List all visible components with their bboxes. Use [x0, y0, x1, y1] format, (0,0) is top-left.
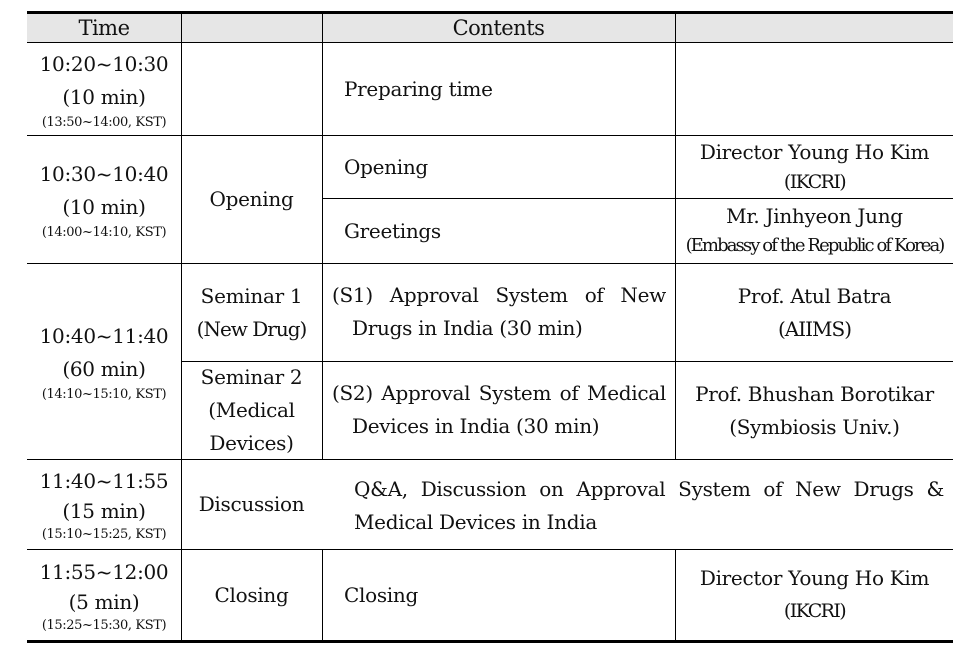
speaker-name: Director Young Ho Kim — [699, 140, 930, 164]
session-cell-closing — [181, 550, 322, 640]
duration: (15 min) — [62, 499, 146, 523]
kst-time: (13:50~14:00, KST) — [41, 114, 167, 130]
column-rule — [322, 549, 323, 642]
speaker-name: Prof. Atul Batra — [737, 283, 892, 308]
speaker-affiliation: (IKCRI) — [783, 171, 846, 193]
content-cell-greetings — [344, 199, 664, 263]
duration: (5 min) — [68, 589, 140, 614]
content-cell-closing — [344, 550, 664, 640]
session-cell-seminar-2 — [181, 362, 322, 459]
content-text: Closing — [344, 582, 418, 607]
session-label: Seminar 2 — [200, 365, 303, 389]
content-cell-seminar-1 — [332, 264, 666, 361]
speaker-affiliation: (Embassy of the Republic of Korea) — [685, 235, 944, 256]
content-line: Drugs in India (30 min) — [352, 316, 583, 340]
time-range: 11:55~12:00 — [39, 559, 169, 584]
speaker-affiliation: (AIIMS) — [777, 316, 852, 341]
kst-time: (14:00~14:10, KST) — [41, 225, 167, 240]
duration: (10 min) — [62, 195, 146, 219]
time-range: 10:40~11:40 — [39, 324, 169, 348]
time-cell-closing — [27, 550, 181, 640]
column-rule — [322, 42, 323, 460]
session-sublabel: (New Drug) — [196, 316, 307, 341]
time-cell-discussion — [27, 460, 181, 549]
kst-time: (14:10~15:10, KST) — [41, 387, 167, 402]
speaker-name: Prof. Bhushan Borotikar — [695, 381, 934, 406]
content-cell-prep — [344, 43, 664, 135]
speaker-name: Mr. Jinhyeon Jung — [726, 204, 903, 228]
session-label: Closing — [214, 582, 289, 607]
speaker-cell-closing — [676, 550, 953, 640]
session-label: Opening — [209, 187, 294, 211]
speaker-cell-greetings — [676, 199, 953, 263]
column-rule — [675, 11, 676, 43]
duration: (10 min) — [62, 84, 146, 109]
time-range: 11:40~11:55 — [39, 469, 169, 493]
content-text: Opening — [344, 154, 428, 179]
speaker-cell-opening — [676, 136, 953, 198]
time-range: 10:20~10:30 — [39, 51, 169, 76]
speaker-affiliation: (Symbiosis Univ.) — [729, 414, 900, 439]
header-contents: Contents — [452, 15, 545, 40]
speaker-cell-seminar-1 — [676, 264, 953, 361]
content-line: Q&A, Discussion on Approval System of New Drugs & — [354, 477, 944, 501]
header-time: Time — [78, 15, 130, 40]
session-label: Discussion — [198, 492, 305, 516]
content-line: Devices in India (30 min) — [352, 414, 600, 438]
session-cell-seminar-1 — [181, 264, 322, 361]
content-line: Medical Devices in India — [354, 510, 597, 534]
table-bottom-rule — [27, 640, 953, 643]
content-cell-seminar-2 — [332, 362, 666, 459]
kst-time: (15:25~15:30, KST) — [41, 617, 167, 633]
content-text: Preparing time — [344, 76, 493, 101]
content-cell-discussion — [354, 460, 944, 549]
time-cell-prep — [27, 43, 181, 135]
content-line: (S1) Approval System of New — [332, 283, 666, 307]
session-sublabel: (Medical — [208, 398, 295, 422]
session-cell-discussion — [181, 460, 322, 549]
time-range: 10:30~10:40 — [39, 162, 169, 186]
duration: (60 min) — [62, 357, 146, 381]
speaker-cell-seminar-2 — [676, 362, 953, 459]
speaker-affiliation: (IKCRI) — [783, 600, 846, 622]
content-line: (S2) Approval System of Medical — [332, 381, 666, 405]
content-cell-opening — [344, 136, 664, 198]
kst-time: (15:10~15:25, KST) — [41, 527, 167, 542]
time-cell-opening — [27, 136, 181, 263]
speaker-name: Director Young Ho Kim — [699, 566, 930, 590]
content-text: Greetings — [344, 218, 441, 243]
session-label: Seminar 1 — [200, 283, 303, 308]
session-sublabel: Devices) — [209, 431, 294, 455]
session-cell-opening — [181, 136, 322, 263]
time-cell-seminar — [27, 264, 181, 459]
